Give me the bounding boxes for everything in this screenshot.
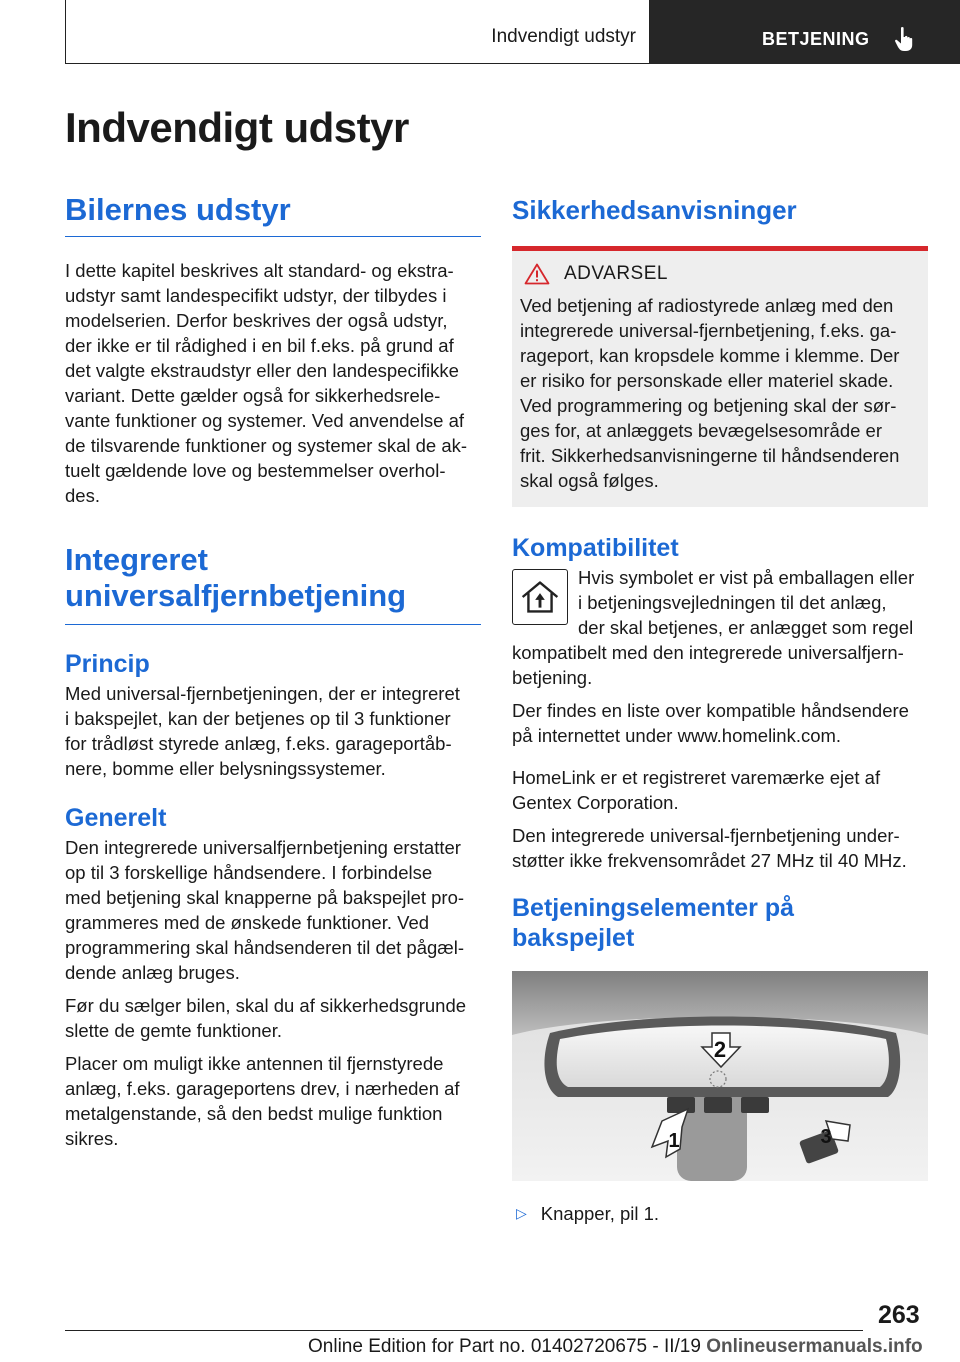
text-line: i betjeningsvejledningen til det anlæg, (578, 592, 887, 613)
label-2: 2 (713, 1037, 727, 1062)
text-line: det valgte ekstraudstyr eller den landespecifikke (65, 360, 459, 381)
paragraph-kompat-4 (512, 823, 928, 873)
paragraph-kompat-3 (512, 765, 928, 815)
text-line: støtter ikke frekvensområdet 27 MHz til 40 MHz. (512, 850, 907, 871)
hand-pointer-icon (894, 26, 916, 52)
text-line: de tilsvarende funktioner og systemer skal de ak- (65, 435, 468, 456)
text-line: grammeres med de ønskede funktioner. Ved (65, 912, 430, 933)
header-section-title: Indvendigt udstyr (491, 26, 636, 47)
text-line: rageport, kan kropsdele komme i klemme. Der (520, 345, 900, 366)
warning-triangle-icon (524, 263, 550, 285)
text-line: dende anlæg bruges. (65, 962, 240, 983)
warning-header (524, 263, 920, 285)
text-line: op til 3 forskellige håndsendere. I forbindelse (65, 862, 433, 883)
text-line: frit. Sikkerhedsanvisningerne til håndsenderen (520, 445, 900, 466)
heading-generelt: Generelt (65, 804, 167, 832)
text-line: tuelt gældende love og bestemmelser overhol- (65, 460, 446, 481)
heading-sikkerhedsanvisninger: Sikkerhedsanvisninger (512, 195, 797, 225)
paragraph-bilernes-udstyr (65, 258, 481, 508)
page-number: 263 (878, 1301, 920, 1329)
text-line: nere, bomme eller belysningssystemer. (65, 758, 386, 779)
header-left-rule (65, 0, 66, 64)
text-line: skal også følges. (520, 470, 659, 491)
text-line: Med universal-fjernbetjeningen, der er integreret (65, 683, 460, 704)
text-line: programmering skal håndsenderen til det pågæl- (65, 937, 464, 958)
heading-integreret (65, 542, 481, 614)
heading-rule (65, 236, 481, 237)
text-line: kompatibelt med den integrerede universalfjern- (512, 642, 904, 663)
heading-bilernes-udstyr: Bilernes udstyr (65, 192, 291, 227)
text-line: des. (65, 485, 100, 506)
text-line: Før du sælger bilen, skal du af sikkerhedsgrunde (65, 995, 467, 1016)
text-line: Den integrerede universalfjernbetjening erstatter (65, 837, 461, 858)
heading-line: Betjeningselementer på (512, 894, 795, 922)
header-tab-label: BETJENING (762, 29, 870, 49)
text-line: på internettet under www.homelink.com. (512, 725, 842, 746)
text-line: der ikke er til rådighed i en bil f.eks. på grund af (65, 335, 454, 356)
text-line: med betjening skal knapperne på bakspejlet pro- (65, 887, 465, 908)
text-line: i bakspejlet, kan der betjenes op til 3 funktioner (65, 708, 451, 729)
text-line: ges for, at anlæggets bevægelsesområde er (520, 420, 882, 441)
text-line: Gentex Corporation. (512, 792, 679, 813)
heading-betjeningselementer (512, 893, 928, 953)
text-line: Ved programmering og betjening skal der sør- (520, 395, 897, 416)
page-title: Indvendigt udstyr (65, 104, 409, 151)
warning-box (512, 246, 928, 507)
footer-brand: Onlineusermanuals.info (706, 1336, 923, 1357)
heading-line: bakspejlet (512, 924, 635, 952)
text-line: Der findes en liste over kompatible håndsendere (512, 700, 909, 721)
text-line: udstyr samt landespecifikt udstyr, der tilbydes i (65, 285, 447, 306)
text-line: sikres. (65, 1128, 119, 1149)
heading-line: universalfjernbetjening (65, 578, 407, 613)
label-3: 3 (820, 1126, 832, 1148)
homelink-house-icon (512, 569, 568, 625)
bullet-item (512, 1201, 928, 1226)
text-line: der skal betjenes, er anlægget som regel (578, 617, 914, 638)
mirror-illustration-svg (512, 971, 928, 1181)
heading-line: Integreret (65, 542, 208, 577)
text-line: integrerede universal-fjernbetjening, f.eks. ga- (520, 320, 897, 341)
text-line: I dette kapitel beskrives alt standard- og ekstra- (65, 260, 454, 281)
footer-edition (308, 1336, 923, 1358)
text-line: vante funktioner og systemer. Ved anvendelse af (65, 410, 465, 431)
paragraph-princip (65, 681, 481, 781)
footer-rule (65, 1330, 863, 1331)
text-line: slette de gemte funktioner. (65, 1020, 282, 1041)
text-line: Den integrerede universal-fjernbetjening under- (512, 825, 900, 846)
page-header (0, 0, 960, 64)
heading-princip: Princip (65, 650, 150, 678)
compatibility-block (512, 565, 928, 690)
triangle-right-icon: ▷ (516, 1205, 527, 1221)
compat-text-full (512, 640, 928, 690)
text-line: betjening. (512, 667, 593, 688)
paragraph-kompat-2 (512, 698, 928, 748)
warning-text (520, 293, 920, 493)
text-line: Hvis symbolet er vist på emballagen eller (578, 567, 915, 588)
heading-rule (65, 624, 481, 625)
text-line: er risiko for personskade eller materiel skade. (520, 370, 894, 391)
paragraph-generelt-2 (65, 993, 481, 1043)
text-line: variant. Dette gælder også for sikkerhedsrele- (65, 385, 441, 406)
text-line: metalgenstande, så den bedst mulige funktion (65, 1103, 443, 1124)
left-column (65, 192, 481, 1151)
rearview-mirror-illustration (512, 971, 928, 1181)
bullet-text: Knapper, pil 1. (540, 1203, 660, 1224)
label-1: 1 (668, 1130, 680, 1152)
text-line: Ved betjening af radiostyrede anlæg med den (520, 295, 894, 316)
text-line: for trådløst styrede anlæg, f.eks. garageportåb- (65, 733, 452, 754)
text-line: modelserien. Derfor beskrives der også udstyr, (65, 310, 448, 331)
header-chapter-tab (650, 0, 960, 64)
paragraph-generelt-3 (65, 1051, 481, 1151)
heading-kompatibilitet: Kompatibilitet (512, 534, 679, 562)
footer-part-text: Online Edition for Part no. 01402720675 - II/19 (308, 1336, 701, 1357)
right-column (512, 192, 928, 1226)
warning-label: ADVARSEL (564, 263, 668, 284)
text-line: anlæg, f.eks. garageportens drev, i nærheden af (65, 1078, 460, 1099)
header-bottom-rule (65, 63, 650, 64)
text-line: HomeLink er et registreret varemærke ejet af (512, 767, 881, 788)
text-line: Placer om muligt ikke antennen til fjernstyrede (65, 1053, 444, 1074)
paragraph-generelt-1 (65, 835, 481, 985)
compat-text-beside-icon (512, 565, 928, 640)
